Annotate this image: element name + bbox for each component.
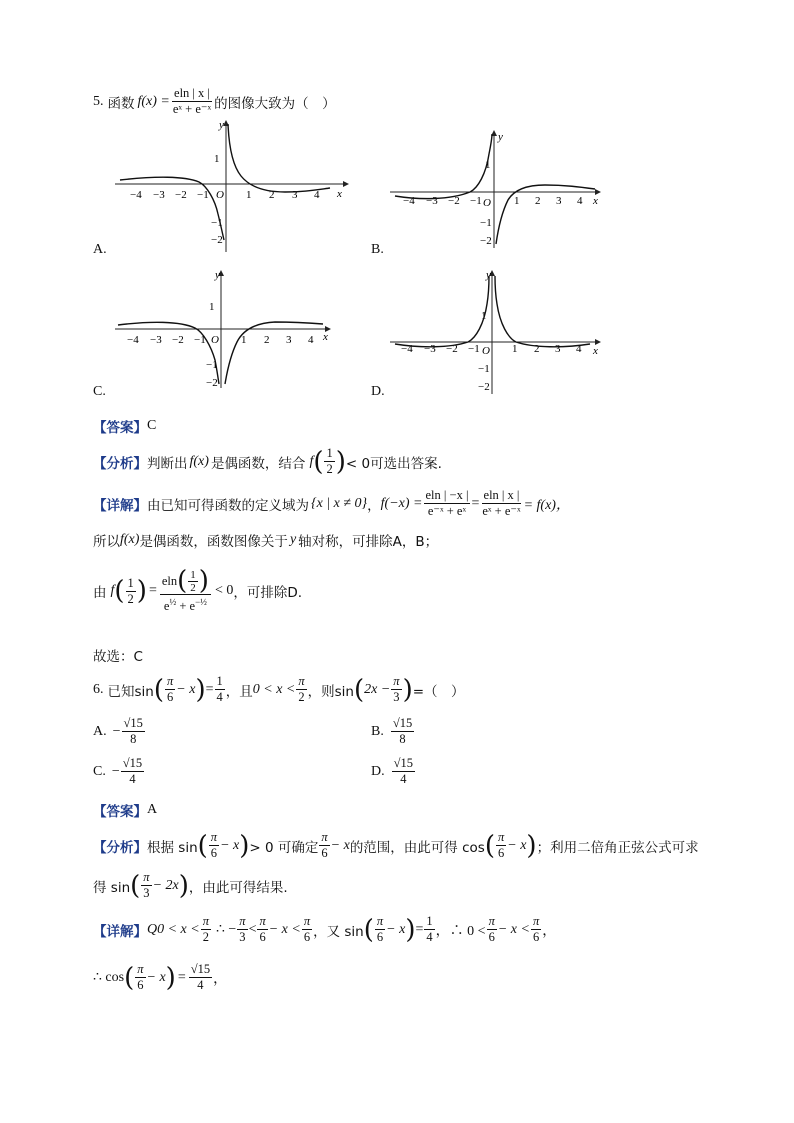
svg-text:O: O bbox=[216, 189, 224, 201]
q6-option-c[interactable]: C. − $\frac{√15}{4}$ bbox=[93, 756, 143, 786]
detail-5-line1: 【详解】 由已知可得函数的定义域为 {x | x ≠ 0} ， f(−x) = $\frac{eln | -x |}{\text{e⁻ˣ + eˣ}}$ = $\frac{eln | x |}{\text{eˣ + e⁻ˣ}}$ = f(x)， bbox=[93, 488, 570, 518]
q6-option-d[interactable]: D. $\frac{√15}{4}$ bbox=[371, 756, 413, 786]
svg-text:−4: −4 bbox=[401, 343, 413, 355]
svg-text:y: y bbox=[215, 269, 220, 281]
answer-6: 【答案】 A bbox=[93, 802, 158, 820]
svg-text:2: 2 bbox=[269, 189, 275, 201]
graph-d-label: D. bbox=[371, 384, 385, 399]
svg-text:−3: −3 bbox=[150, 334, 162, 346]
graph-d bbox=[390, 268, 605, 396]
detail-6-line2: ∴ cos ( $\frac{\pi}{6}$ − x ) = $\frac{√15}{4}$ ， bbox=[93, 962, 228, 993]
svg-text:−2: −2 bbox=[175, 189, 187, 201]
q5-stem: 5. 函数 f(x) = $\frac{eln | x |}{\text{eˣ + e⁻ˣ}}$ 的图像大致为（ ） bbox=[93, 86, 336, 116]
svg-text:−1: −1 bbox=[468, 343, 480, 355]
detail-5-line2: 所以 f(x) 是偶函数，函数图像关于 y 轴对称，可排除A，B； bbox=[93, 532, 439, 550]
graph-b bbox=[390, 130, 605, 250]
svg-text:2: 2 bbox=[535, 195, 541, 207]
svg-text:−1: −1 bbox=[206, 359, 218, 371]
analysis-6-line2: 得 sin ( $\frac{\pi}{3}$ − 2x ) ，由此可得结果. bbox=[93, 870, 288, 901]
q5-fraction: $\frac{eln | x |}{\text{eˣ + e⁻ˣ}}$ bbox=[172, 86, 212, 116]
svg-text:2: 2 bbox=[534, 343, 540, 355]
svg-text:O: O bbox=[482, 345, 490, 357]
svg-text:−1: −1 bbox=[211, 217, 223, 229]
svg-text:x: x bbox=[593, 345, 598, 357]
svg-text:O: O bbox=[483, 197, 491, 209]
svg-text:1: 1 bbox=[214, 153, 220, 165]
svg-text:−2: −2 bbox=[480, 235, 492, 247]
q6-option-b[interactable]: B. $\frac{√15}{8}$ bbox=[371, 716, 413, 746]
svg-text:y: y bbox=[219, 119, 224, 131]
q6-option-a[interactable]: A. − $\frac{√15}{8}$ bbox=[93, 716, 143, 746]
svg-text:y: y bbox=[498, 131, 503, 143]
svg-text:4: 4 bbox=[308, 334, 314, 346]
svg-text:−2: −2 bbox=[446, 343, 458, 355]
svg-text:4: 4 bbox=[577, 195, 583, 207]
q6-stem: 6. 已知sin ( $\frac{\pi}{6}$ − x ) = $\frac{1}{4}$ ，且 0 < x < $\frac{\pi}{2}$ ，则sin ( 2x − $\frac{\pi}{3}$ ) =（ ） bbox=[93, 674, 465, 705]
svg-text:−3: −3 bbox=[153, 189, 165, 201]
svg-text:1: 1 bbox=[246, 189, 252, 201]
svg-text:3: 3 bbox=[555, 343, 561, 355]
svg-text:x: x bbox=[323, 331, 328, 343]
svg-text:−2: −2 bbox=[172, 334, 184, 346]
svg-text:O: O bbox=[211, 334, 219, 346]
svg-text:−4: −4 bbox=[130, 189, 142, 201]
svg-text:−1: −1 bbox=[480, 217, 492, 229]
detail-5-line3: 由 f ( $\frac{1}{2}$ ) = eln ( $\frac{1}{2}$ ) $e^{\frac{1}{2}} + e^{-\frac{1}{2}}$ < 0 ，可排除D. bbox=[93, 566, 303, 614]
svg-text:y: y bbox=[486, 269, 491, 281]
answer-5: 【答案】 C bbox=[93, 418, 157, 436]
svg-text:−3: −3 bbox=[426, 195, 438, 207]
svg-text:1: 1 bbox=[209, 301, 215, 313]
svg-text:−2: −2 bbox=[448, 195, 460, 207]
svg-text:1: 1 bbox=[485, 159, 491, 171]
svg-text:1: 1 bbox=[241, 334, 247, 346]
graph-a bbox=[115, 118, 350, 253]
svg-text:−1: −1 bbox=[197, 189, 209, 201]
svg-text:−1: −1 bbox=[478, 363, 490, 375]
svg-text:−3: −3 bbox=[424, 343, 436, 355]
svg-text:x: x bbox=[337, 188, 342, 200]
graph-c-label: C. bbox=[93, 384, 106, 399]
svg-text:4: 4 bbox=[576, 343, 582, 355]
detail-5-big-fraction: eln ( $\frac{1}{2}$ ) $e^{\frac{1}{2}} + e^{-\frac{1}{2}}$ bbox=[161, 566, 209, 614]
svg-text:3: 3 bbox=[556, 195, 562, 207]
svg-text:4: 4 bbox=[314, 189, 320, 201]
svg-text:−2: −2 bbox=[206, 377, 218, 389]
svg-text:−1: −1 bbox=[470, 195, 482, 207]
analysis-5: 【分析】 判断出 f(x) 是偶函数，结合 f ( $\frac{1}{2}$ ) < 0可选出答案. bbox=[93, 446, 442, 477]
svg-text:3: 3 bbox=[292, 189, 298, 201]
analysis-6-line1: 【分析】 根据 sin ( $\frac{\pi}{6}$ − x ) > 0 可确定 $\frac{\pi}{6}$ − x 的范围，由此可得 cos ( $\frac{\pi}{6}$ − x ) ；利用二倍角正弦公式可求 bbox=[93, 830, 699, 861]
svg-text:3: 3 bbox=[286, 334, 292, 346]
detail-6-line1: 【详解】 Q0 < x < $\frac{\pi}{2}$ ∴ − $\frac{\pi}{3}$ < $\frac{\pi}{6}$ − x < $\frac{\pi}{6}$ ，又 sin ( $\frac{\pi}{6}$ − x ) = $\frac{1}{4}$ ，∴ 0 < $\frac{\pi}{6}$ − x < $\frac{\pi}{6}$ ， bbox=[93, 914, 557, 945]
svg-text:x: x bbox=[593, 195, 598, 207]
graph-c bbox=[115, 268, 335, 390]
graph-b-label: B. bbox=[371, 242, 384, 257]
svg-text:−1: −1 bbox=[194, 334, 206, 346]
svg-text:1: 1 bbox=[514, 195, 520, 207]
svg-text:−4: −4 bbox=[127, 334, 139, 346]
graph-a-label: A. bbox=[93, 242, 107, 257]
detail-5-choose: 故选：C bbox=[93, 649, 143, 665]
svg-text:−2: −2 bbox=[211, 234, 223, 246]
q5-number: 5. bbox=[93, 93, 104, 109]
svg-text:1: 1 bbox=[481, 310, 487, 322]
svg-text:−4: −4 bbox=[403, 195, 415, 207]
svg-text:2: 2 bbox=[264, 334, 270, 346]
svg-text:−2: −2 bbox=[478, 381, 490, 393]
svg-text:1: 1 bbox=[512, 343, 518, 355]
